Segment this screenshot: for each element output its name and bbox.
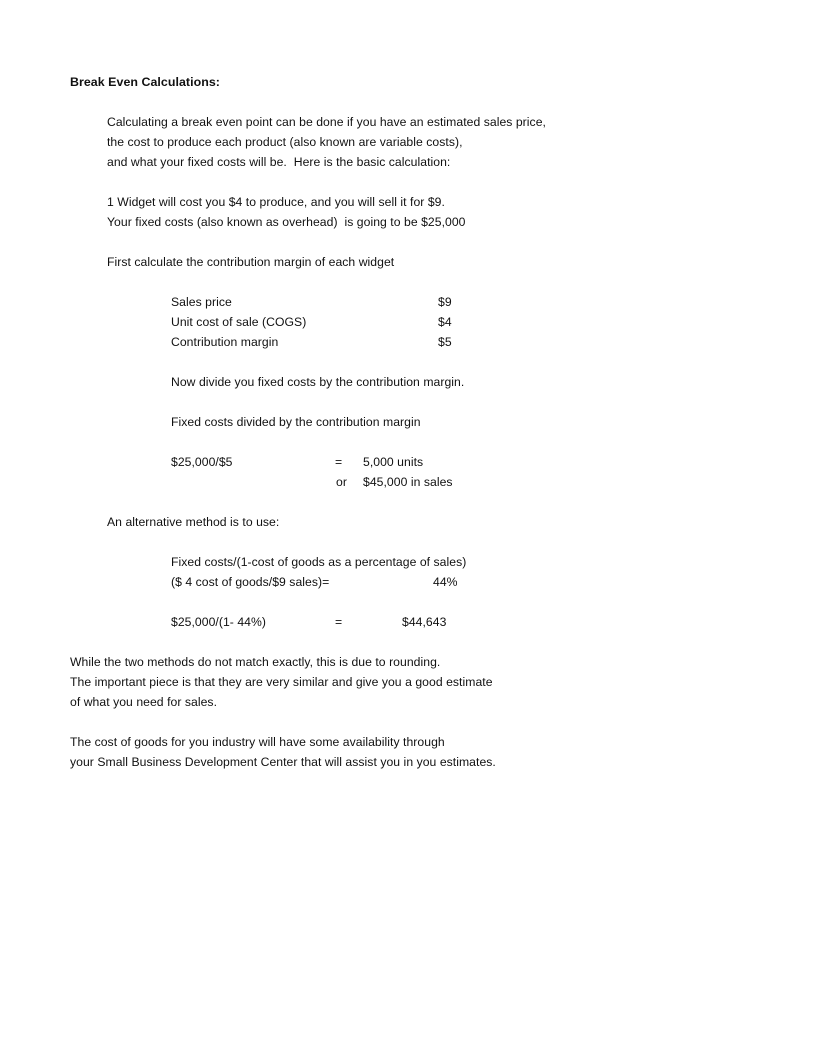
document-title: Break Even Calculations: (70, 75, 220, 89)
step-2-text: Now divide you fixed costs by the contribution margin. (171, 375, 465, 389)
conclusion-line-3: of what you need for sales. (70, 695, 218, 709)
margin-value-contribution: $5 (438, 335, 452, 349)
alt-method-intro: An alternative method is to use: (107, 515, 280, 529)
alt-calc-equals: = (335, 615, 343, 629)
intro-line-3: and what your fixed costs will be. Here is the basic calculation: (107, 155, 451, 169)
calc-1-formula: $25,000/$5 (171, 455, 233, 469)
margin-label-sales-price: Sales price (171, 295, 232, 309)
calc-1-equals: = (335, 455, 343, 469)
margin-label-unit-cost: Unit cost of sale (COGS) (171, 315, 307, 329)
margin-value-unit-cost: $4 (438, 315, 452, 329)
alt-calc-result: $44,643 (402, 615, 447, 629)
step-3-text: Fixed costs divided by the contribution margin (171, 415, 421, 429)
alt-formula: Fixed costs/(1-cost of goods as a percentage of sales) (171, 555, 467, 569)
calc-1-result-alt: $45,000 in sales (363, 475, 453, 489)
example-line-2: Your fixed costs (also known as overhead) is going to be $25,000 (107, 215, 466, 229)
step-1-text: First calculate the contribution margin of each widget (107, 255, 395, 269)
conclusion-line-1: While the two methods do not match exactly, this is due to rounding. (70, 655, 441, 669)
closing-line-2: your Small Business Development Center that will assist you in you estimates. (70, 755, 496, 769)
conclusion-line-2: The important piece is that they are very similar and give you a good estimate (70, 675, 493, 689)
margin-label-contribution: Contribution margin (171, 335, 279, 349)
alt-pct-result: 44% (433, 575, 458, 589)
margin-value-sales-price: $9 (438, 295, 452, 309)
calc-1-or: or (336, 475, 347, 489)
example-line-1: 1 Widget will cost you $4 to produce, and you will sell it for $9. (107, 195, 445, 209)
closing-line-1: The cost of goods for you industry will have some availability through (70, 735, 445, 749)
alt-pct-formula: ($ 4 cost of goods/$9 sales)= (171, 575, 330, 589)
intro-line-2: the cost to produce each product (also known are variable costs), (107, 135, 463, 149)
intro-line-1: Calculating a break even point can be done if you have an estimated sales price, (107, 115, 546, 129)
calc-1-result: 5,000 units (363, 455, 424, 469)
alt-calc-formula: $25,000/(1- 44%) (171, 615, 266, 629)
